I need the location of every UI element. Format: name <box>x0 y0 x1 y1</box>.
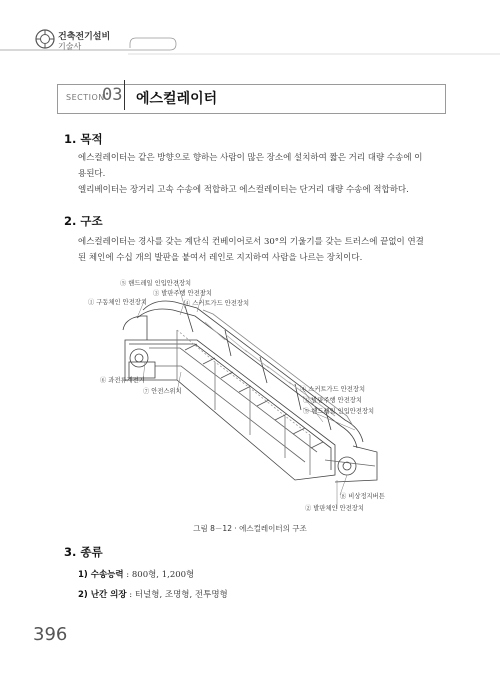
callout-handrail-inlet-top: ⑤ 핸드레일 인입안전장치 <box>120 280 192 287</box>
type-item-capacity-label: 1) 수송능력 <box>78 570 124 580</box>
type-item-railing-label: 2) 난간 의장 <box>78 590 127 600</box>
purpose-line-3: 엘리베이터는 장거리 고속 수송에 적합하고 에스컬레이터는 단거리 대량 수송에 적합하다. <box>78 185 409 195</box>
structure-heading: 2. 구조 <box>64 214 103 228</box>
callout-skirt-guard-bottom: ④ 스커트가드 안전장치 <box>300 386 366 393</box>
book-title: 건축전기설비 <box>58 32 111 42</box>
callout-overcurrent-relay: ⑥ 과전류계전기 <box>100 377 145 384</box>
type-item-railing <box>78 588 228 600</box>
types-heading: 3. 종류 <box>64 545 103 559</box>
callout-safety-switch: ⑦ 안전스위치 <box>143 388 182 395</box>
callout-handrail-inlet-bottom: ⑤ 핸드레일 인입안전장치 <box>303 408 375 415</box>
callout-step-travel-bottom: ③ 발판주행 안전장치 <box>303 397 362 404</box>
callout-step-travel-top: ③ 발판주행 안전장치 <box>153 290 212 297</box>
callout-step-chain: ② 발판체인 안전장치 <box>305 505 364 512</box>
purpose-line-2: 용된다. <box>78 169 106 179</box>
type-item-capacity-value: : 800형, 1,200형 <box>123 570 195 580</box>
book-subtitle: 기술사 <box>58 42 82 51</box>
callout-drive-chain: ① 구동체인 안전장치 <box>88 299 147 306</box>
callout-emergency-stop: ⑧ 비상정지버튼 <box>340 493 385 500</box>
purpose-line-1: 에스컬레이터는 같은 방향으로 향하는 사람이 많은 장소에 설치하여 짧은 거리 대량 수송에 이 <box>78 153 423 163</box>
section-number: 03 <box>102 85 123 105</box>
purpose-heading: 1. 목적 <box>64 132 103 146</box>
escalator-structure-diagram <box>85 270 415 515</box>
structure-line-2: 된 체인에 수십 개의 발판을 붙여서 레인로 지지하여 사람을 나르는 장치이다. <box>78 253 363 263</box>
structure-line-1: 에스컬레이터는 경사를 갖는 계단식 컨베이어로서 30°의 기울기를 갖는 트러스에 끝없이 연결 <box>78 237 424 247</box>
page-number: 396 <box>33 624 68 645</box>
type-item-railing-value: : 터널형, 조명형, 전투명형 <box>126 590 228 600</box>
section-title: 에스컬레이터 <box>136 91 218 107</box>
section-label: SECTION <box>66 93 105 102</box>
figure-caption: 그림 8－12 · 에스컬레이터의 구조 <box>193 524 307 533</box>
book-logo-icon <box>34 28 56 50</box>
callout-skirt-guard-top: ④ 스커트가드 안전장치 <box>184 300 250 307</box>
type-item-capacity <box>78 568 194 580</box>
section-divider <box>124 80 125 110</box>
